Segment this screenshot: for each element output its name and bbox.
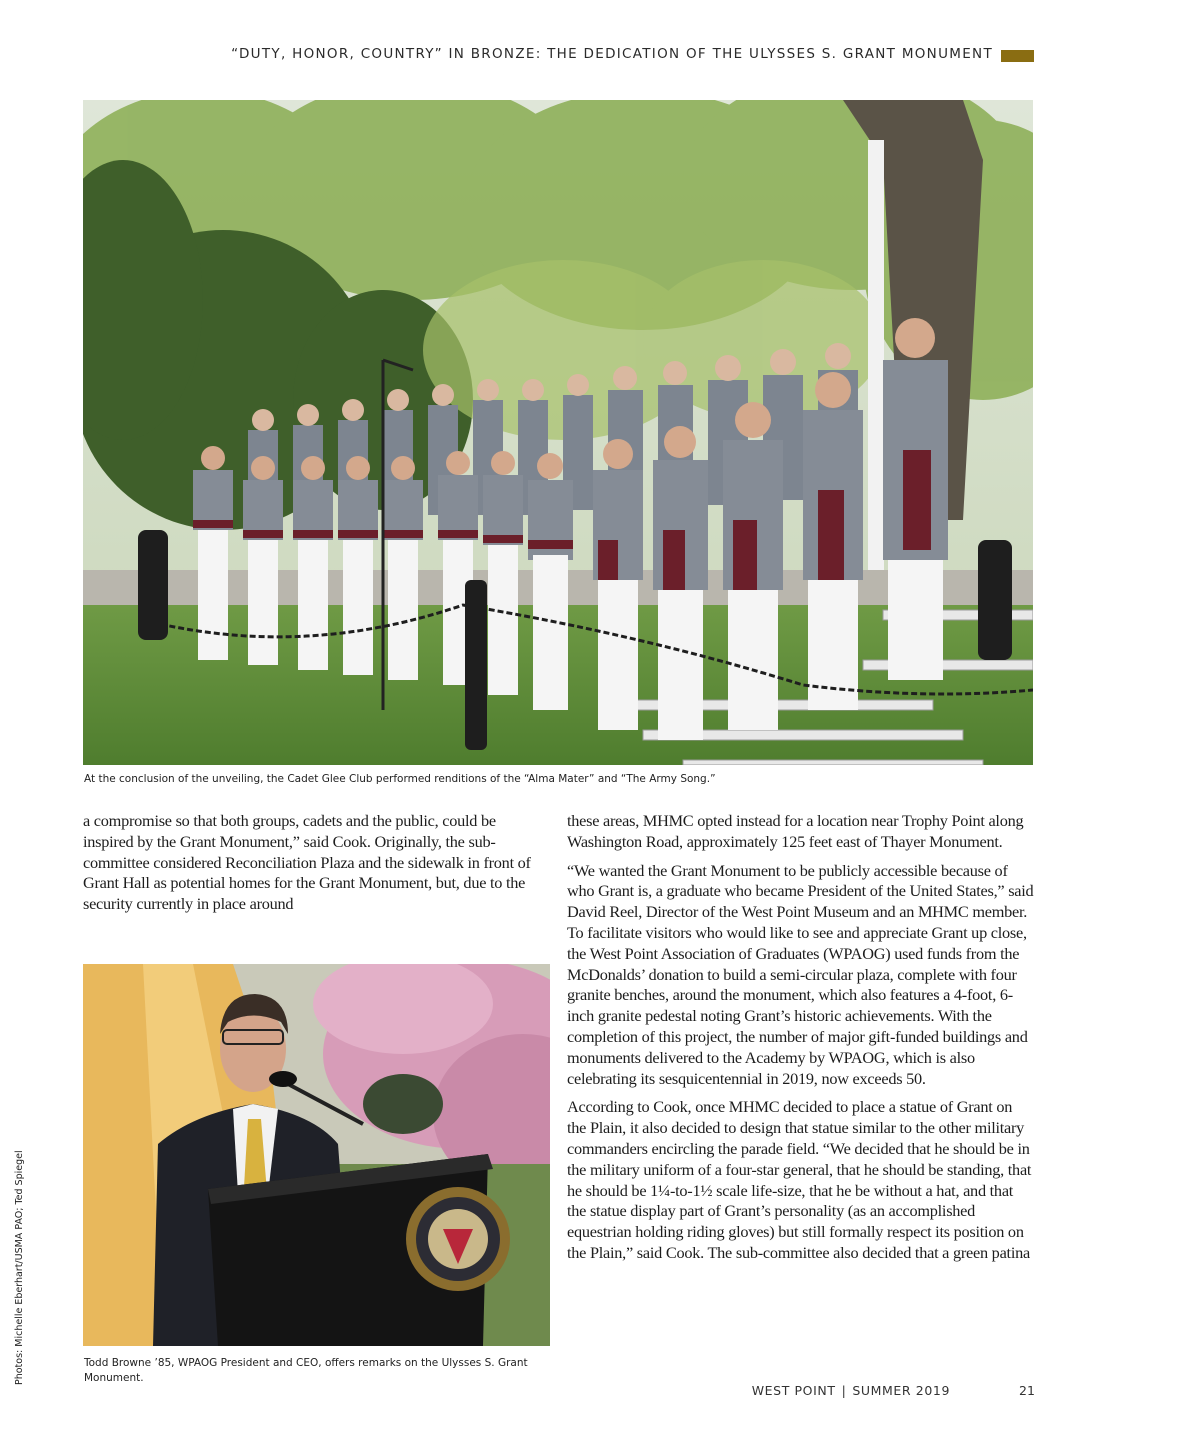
- left-text-column: [83, 811, 541, 923]
- publication-name: WEST POINT: [751, 1383, 836, 1398]
- right-paragraph-1: these areas, MHMC opted instead for a location near Trophy Point along Washington Road, approximately 125 feet east of Thayer Monument.: [567, 811, 1024, 851]
- accent-bar: [1001, 50, 1034, 62]
- left-paragraph-1: a compromise so that both groups, cadets and the public, could be inspired by the Grant Monument,” said Cook. Originally, the sub-committee considered Reconciliation Plaza and the sidewalk in front of Grant Hall as potential homes for the Grant Monument, but, due to the security currently in place around: [83, 811, 531, 914]
- glee-club-photo-illustration: [83, 100, 1033, 765]
- speaker-photo: [83, 964, 550, 1346]
- right-paragraph-2: “We wanted the Grant Monument to be publicly accessible because of who Grant is, a graduate who became President of the United States,” said David Reel, Director of the West Point Museum and an MHMC member. To facilitate visitors who would like to see and appreciate Grant up close, the West Point Association of Graduates (WPAOG) used funds from the McDonalds’ donation to build a semi-circular plaza, complete with four granite benches, around the monument, which also features a 4-foot, 6-inch granite pedestal noting Grant’s historic achievements. With the completion of this project, the number of major gift-funded buildings and monuments delivered to the Academy by WPAOG, which is also celebrating its sesquicentennial in 2019, now exceeds 50.: [567, 860, 1034, 1088]
- running-title: “DUTY, HONOR, COUNTRY” IN BRONZE: THE DEDICATION OF THE ULYSSES S. GRANT MONUMENT: [231, 46, 993, 62]
- footer-separator: |: [841, 1383, 847, 1398]
- bottom-photo-caption: Todd Browne ’85, WPAOG President and CEO, offers remarks on the Ulysses S. Grant Monument.: [84, 1357, 528, 1384]
- top-photo-caption: At the conclusion of the unveiling, the Cadet Glee Club performed renditions of the “Alma Mater” and “The Army Song.”: [84, 773, 716, 785]
- footer-publication-line: [752, 1383, 950, 1398]
- page-number: 21: [1019, 1383, 1035, 1398]
- glee-club-photo: [83, 100, 1033, 765]
- right-paragraph-3: According to Cook, once MHMC decided to place a statue of Grant on the Plain, it also decided to design that statue similar to the other military commanders encircling the parade field. “We decided that he should be in the military uniform of a four-star general, that he should be standing, that he should be 1¼-to-1½ scale life-size, that he be without a hat, and that the statue display part of Grant’s personality (as an accomplished equestrian holding riding gloves) but still formally respect its position on the Plain,” said Cook. The sub-committee also decided that a green patina: [567, 1097, 1032, 1262]
- issue-label: SUMMER 2019: [852, 1383, 950, 1398]
- photo-credit: Photos: Michelle Eberhart/USMA PAO; Ted Spiegel: [14, 1150, 25, 1385]
- right-text-column: [567, 811, 1035, 1272]
- speaker-photo-illustration: [83, 964, 550, 1346]
